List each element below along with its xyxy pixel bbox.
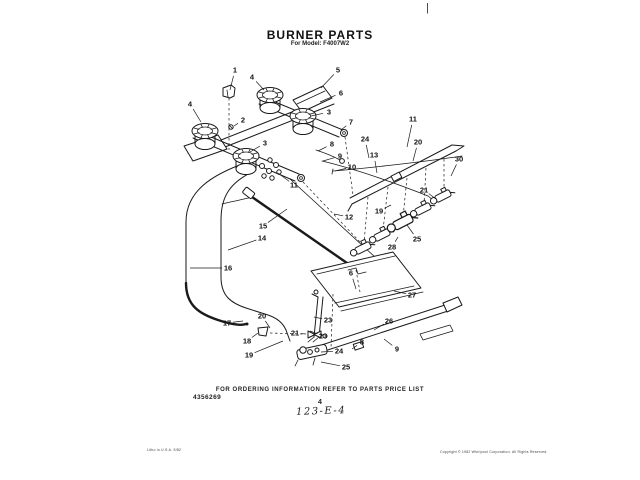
callout-leader <box>407 225 414 234</box>
callout-number: 21 <box>290 328 300 338</box>
callout-leader <box>384 339 392 345</box>
callout-number: 23 <box>318 331 328 341</box>
callout-leader <box>256 81 264 90</box>
callout-number: 27 <box>407 290 417 300</box>
callout-number: 21 <box>419 185 429 195</box>
ordering-note: FOR ORDERING INFORMATION REFER TO PARTS PRICE LIST <box>215 387 425 393</box>
callout-number: 6 <box>348 268 354 278</box>
callout-number: 3 <box>262 138 268 148</box>
document-number: 4356269 <box>193 394 222 401</box>
callout-leader <box>252 333 258 337</box>
callout-leader <box>278 173 289 181</box>
callout-number: 7 <box>348 117 354 127</box>
callout-number: 30 <box>454 154 464 164</box>
callout-leader <box>255 341 283 353</box>
callout-leader <box>321 74 334 88</box>
callout-number: 24 <box>360 134 370 144</box>
callout-leader <box>451 164 456 176</box>
supply-tube-inner <box>221 170 290 341</box>
page-number: 4 <box>318 399 322 406</box>
callout-number: 17 <box>222 318 232 328</box>
callout-number: 25 <box>412 234 422 244</box>
callout-number: 14 <box>257 233 267 243</box>
callout-number: 13 <box>369 150 379 160</box>
callout-leader <box>395 237 398 242</box>
handwritten-mark: 123-E-4 <box>295 405 347 418</box>
callout-number: 4 <box>249 72 255 82</box>
scan-tick-mark: | <box>426 2 429 14</box>
callout-leader <box>407 125 412 147</box>
callout-number: 18 <box>242 336 252 346</box>
callout-number: 8 <box>329 139 335 149</box>
gas-valves <box>348 184 456 257</box>
surface-burner <box>192 124 218 150</box>
surface-burner <box>233 149 259 175</box>
model-subtitle: For Model: F4007W2 <box>290 41 350 47</box>
surface-burner <box>290 109 316 135</box>
callout-number: 6 <box>338 88 344 98</box>
callout-leader <box>321 362 340 366</box>
manifold-pipe <box>348 145 464 211</box>
callout-number: 28 <box>387 242 397 252</box>
callout-number: 8 <box>359 337 365 347</box>
callout-leader <box>193 109 201 122</box>
callout-number: 23 <box>323 315 333 325</box>
callout-number: 26 <box>384 316 394 326</box>
callout-number: 11 <box>409 114 417 124</box>
callout-number: 9 <box>394 344 400 354</box>
fine-print-left: Litho in U.S.A. 5/82 <box>147 448 182 452</box>
callout-number: 15 <box>258 221 268 231</box>
callout-number: 9 <box>337 151 343 161</box>
callout-leader <box>228 240 256 250</box>
callout-leader <box>334 214 343 216</box>
callout-number: 20 <box>257 311 267 321</box>
callout-number: 19 <box>244 350 254 360</box>
grate-clip <box>223 85 235 98</box>
callout-number: 3 <box>326 107 332 117</box>
callout-number: 12 <box>344 212 354 222</box>
callout-number: 4 <box>187 99 193 109</box>
callout-number: 2 <box>240 115 246 125</box>
callout-number: 20 <box>413 137 423 147</box>
callout-number: 11 <box>290 180 298 190</box>
supply-tube-outer <box>186 162 249 326</box>
mounting-screw <box>229 98 233 150</box>
oven-baffle-panel <box>311 252 423 311</box>
orifice-hood-cluster <box>260 158 282 180</box>
callout-leader <box>318 147 327 151</box>
callout-number: 19 <box>374 206 384 216</box>
callout-leader <box>323 158 334 161</box>
callout-leader <box>384 205 391 208</box>
callout-number: 24 <box>334 346 344 356</box>
callout-number: 5 <box>335 65 341 75</box>
callout-leader <box>234 123 238 126</box>
page-title: BURNER PARTS <box>266 28 374 42</box>
callout-number: 10 <box>347 162 357 172</box>
callout-leader <box>413 148 416 161</box>
callout-leader <box>366 145 369 158</box>
surface-burner <box>257 88 283 114</box>
callout-number: 25 <box>341 362 351 372</box>
callout-leader <box>233 321 243 322</box>
callout-number: 16 <box>223 263 233 273</box>
callout-number: 1 <box>232 65 238 75</box>
callout-layer <box>188 66 463 372</box>
fine-print-right: Copyright © 1982 Whirlpool Corporation. All Rights Reserved. <box>440 450 548 454</box>
